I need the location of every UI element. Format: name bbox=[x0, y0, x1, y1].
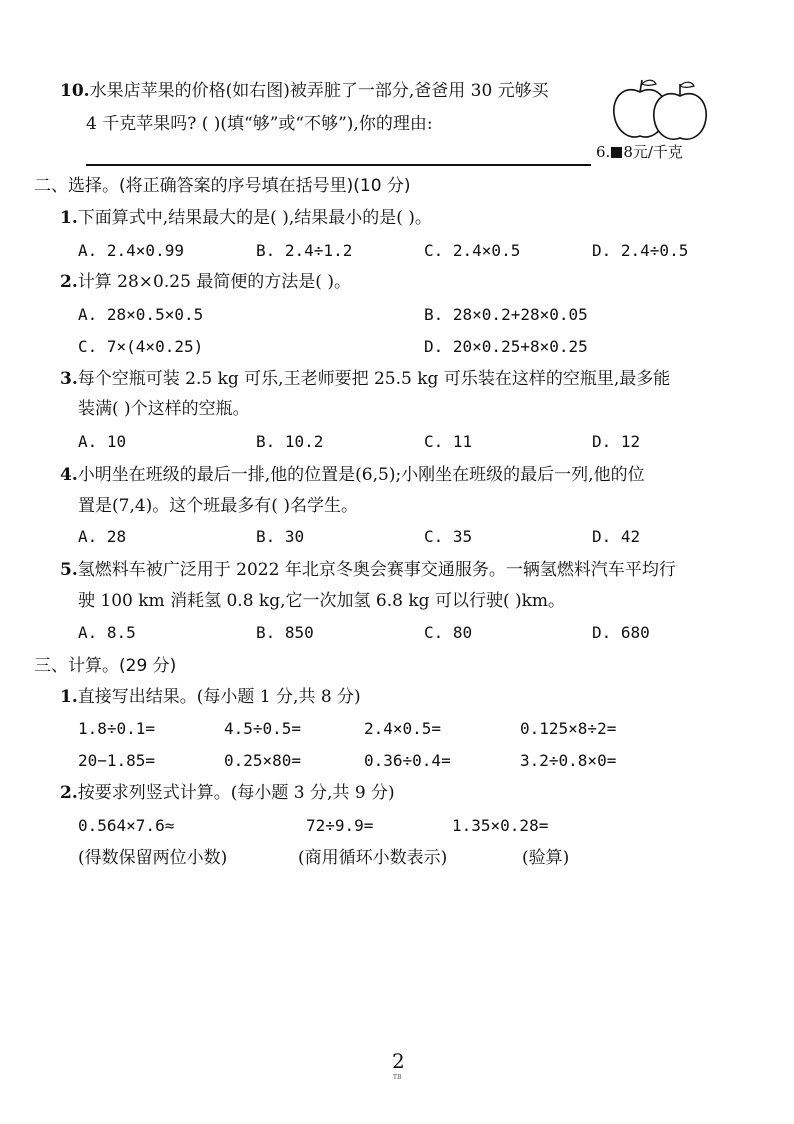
vertical-calc-item[interactable]: 0.564×7.6≈ bbox=[78, 816, 175, 835]
option-b[interactable]: B. 28×0.2+28×0.05 bbox=[424, 305, 588, 324]
choice-question-3 bbox=[60, 368, 670, 390]
section-3-title: 三、计算。(29 分) bbox=[34, 656, 177, 676]
option-d[interactable]: D. 12 bbox=[592, 432, 641, 451]
option-d[interactable]: D. 680 bbox=[592, 623, 650, 642]
choice-question-5 bbox=[60, 559, 676, 581]
calc-item[interactable]: 0.125×8÷2= bbox=[520, 719, 617, 738]
vertical-calc-item[interactable]: 1.35×0.28= bbox=[452, 816, 549, 835]
question-number: 1. bbox=[60, 687, 78, 707]
subsection-title: 直接写出结果。(每小题 1 分,共 8 分) bbox=[77, 687, 361, 707]
calc-note: (商用循环小数表示) bbox=[298, 848, 448, 868]
option-c[interactable]: C. 11 bbox=[424, 432, 473, 451]
question-text: 计算 28×0.25 最简便的方法是( )。 bbox=[77, 272, 351, 292]
question-text-continued: 驶 100 km 消耗氢 0.8 kg,它一次加氢 6.8 kg 可以行驶( )km。 bbox=[78, 591, 566, 611]
question-text-continued: 装满( )个这样的空瓶。 bbox=[78, 399, 250, 419]
option-b[interactable]: B. 10.2 bbox=[256, 432, 324, 451]
question-text: 氢燃料车被广泛用于 2022 年北京冬奥会赛事交通服务。一辆氢燃料汽车平均行 bbox=[77, 560, 676, 580]
calc-subsection-1 bbox=[60, 686, 361, 708]
choice-question-2 bbox=[60, 271, 351, 293]
calc-item[interactable]: 1.8÷0.1= bbox=[78, 719, 156, 738]
calc-item[interactable]: 3.2÷0.8×0= bbox=[520, 751, 617, 770]
option-a[interactable]: A. 10 bbox=[78, 432, 127, 451]
option-b[interactable]: B. 850 bbox=[256, 623, 314, 642]
question-10-line2: 4 千克苹果吗? ( )(填“够”或“不够”),你的理由: bbox=[86, 114, 433, 134]
calc-item[interactable]: 0.36÷0.4= bbox=[364, 751, 451, 770]
subsection-title: 按要求列竖式计算。(每小题 3 分,共 9 分) bbox=[77, 783, 395, 803]
option-d[interactable]: D. 20×0.25+8×0.25 bbox=[424, 337, 588, 356]
price-prefix: 6. bbox=[596, 143, 611, 161]
question-text: 下面算式中,结果最大的是( ),结果最小的是( )。 bbox=[77, 208, 432, 228]
ink-smudge bbox=[611, 147, 622, 158]
option-c[interactable]: C. 80 bbox=[424, 623, 473, 642]
option-a[interactable]: A. 8.5 bbox=[78, 623, 136, 642]
section-2-title: 二、选择。(将正确答案的序号填在括号里)(10 分) bbox=[34, 176, 411, 196]
calc-item[interactable]: 2.4×0.5= bbox=[364, 719, 442, 738]
calc-subsection-2 bbox=[60, 782, 395, 804]
option-c[interactable]: C. 35 bbox=[424, 527, 473, 546]
option-b[interactable]: B. 2.4÷1.2 bbox=[256, 241, 353, 260]
calc-note: (得数保留两位小数) bbox=[78, 848, 228, 868]
calc-note: (验算) bbox=[522, 848, 570, 868]
question-number: 2. bbox=[60, 272, 78, 292]
question-text: 小明坐在班级的最后一排,他的位置是(6,5);小刚坐在班级的最后一列,他的位 bbox=[77, 465, 645, 485]
price-suffix: 8元/千克 bbox=[623, 143, 683, 161]
page-sub-mark: TB bbox=[393, 1074, 402, 1081]
calc-item[interactable]: 4.5÷0.5= bbox=[224, 719, 302, 738]
question-number: 2. bbox=[60, 783, 78, 803]
vertical-calc-item[interactable]: 72÷9.9= bbox=[306, 816, 374, 835]
question-number: 3. bbox=[60, 369, 78, 389]
option-c[interactable]: C. 2.4×0.5 bbox=[424, 241, 521, 260]
question-number: 5. bbox=[60, 560, 78, 580]
option-d[interactable]: D. 2.4÷0.5 bbox=[592, 241, 689, 260]
price-tag bbox=[596, 142, 683, 162]
choice-question-4 bbox=[60, 464, 645, 486]
option-c[interactable]: C. 7×(4×0.25) bbox=[78, 337, 204, 356]
option-b[interactable]: B. 30 bbox=[256, 527, 305, 546]
calc-item[interactable]: 0.25×80= bbox=[224, 751, 302, 770]
option-a[interactable]: A. 28×0.5×0.5 bbox=[78, 305, 204, 324]
apples-icon bbox=[610, 76, 710, 142]
page-number: 2 bbox=[392, 1049, 405, 1073]
question-text-continued: 置是(7,4)。这个班最多有( )名学生。 bbox=[78, 496, 358, 516]
answer-line[interactable] bbox=[86, 164, 591, 166]
question-number: 10. bbox=[60, 81, 90, 101]
option-d[interactable]: D. 42 bbox=[592, 527, 641, 546]
question-text: 水果店苹果的价格(如右图)被弄脏了一部分,爸爸用 30 元够买 bbox=[89, 81, 549, 101]
question-number: 1. bbox=[60, 208, 78, 228]
calc-item[interactable]: 20−1.85= bbox=[78, 751, 156, 770]
option-a[interactable]: A. 2.4×0.99 bbox=[78, 241, 184, 260]
option-a[interactable]: A. 28 bbox=[78, 527, 127, 546]
question-10 bbox=[60, 80, 549, 102]
question-text: 每个空瓶可装 2.5 kg 可乐,王老师要把 25.5 kg 可乐装在这样的空瓶里,最多能 bbox=[77, 369, 671, 389]
question-number: 4. bbox=[60, 465, 78, 485]
choice-question-1 bbox=[60, 207, 432, 229]
